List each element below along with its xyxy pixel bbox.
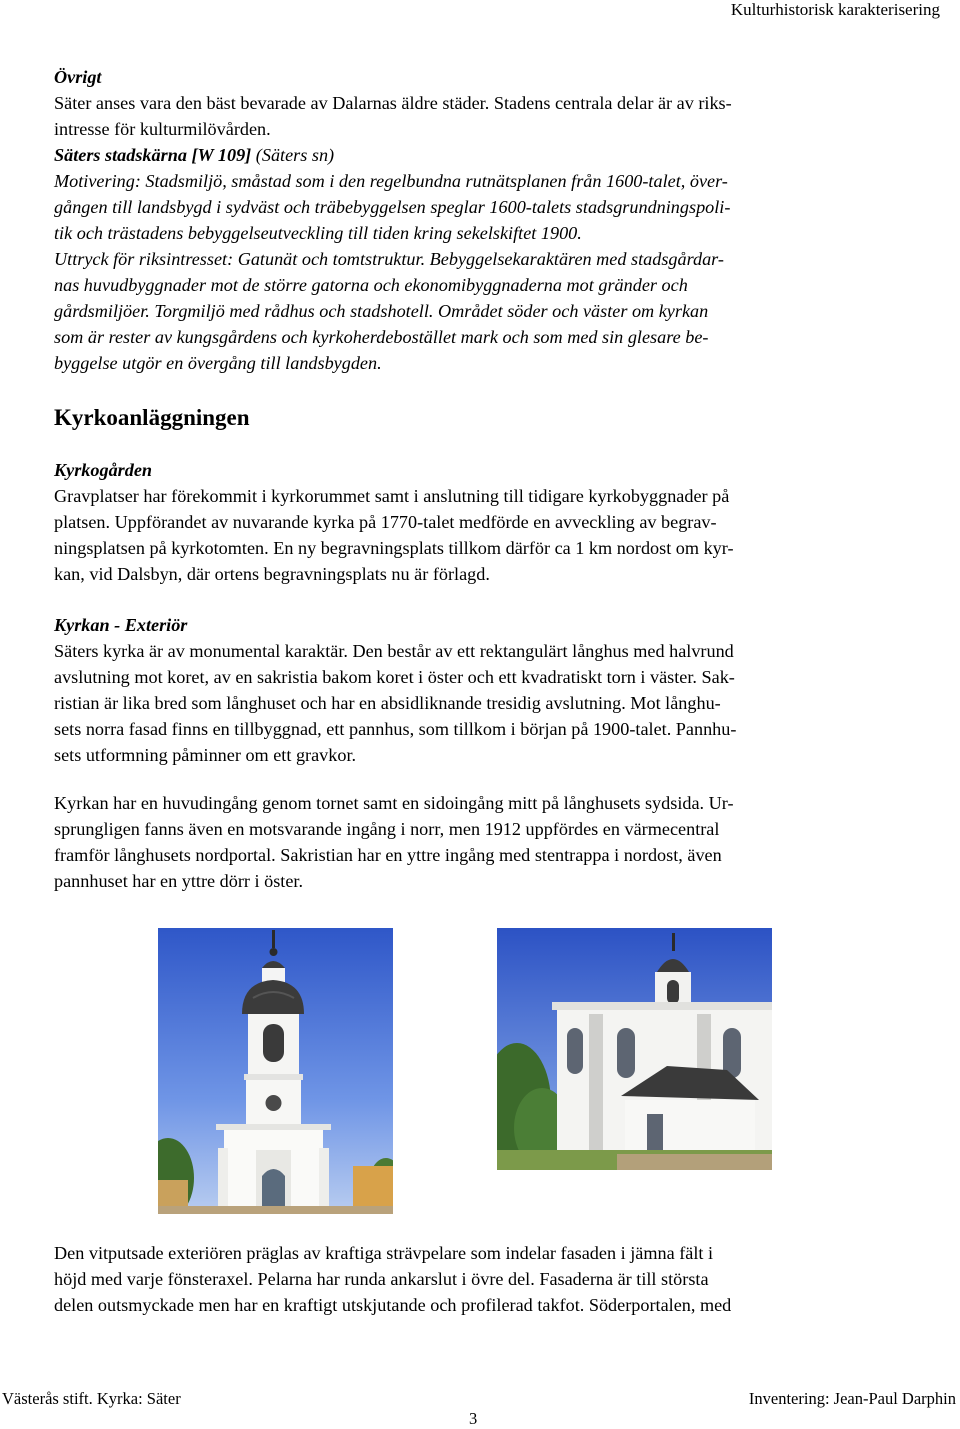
- sub-heading-kyrkogarden: Kyrkogården: [54, 460, 153, 480]
- uttryck-line: som är rester av kungsgårdens och kyrkoherdebostället mark och som med sin glesare be-: [54, 327, 709, 347]
- section-ovrigt: [54, 64, 890, 376]
- sub-heading-exterior: Kyrkan - Exteriör: [54, 615, 188, 635]
- text-line: sprungligen fanns även en motsvarande ingång i norr, men 1912 uppfördes en värmecentral: [54, 819, 720, 839]
- paragraph-facade: [54, 1240, 890, 1318]
- footer-left: Västerås stift. Kyrka: Säter: [2, 1389, 181, 1408]
- text-line: delen outsmyckade men har en kraftigt utskjutande och profilerad takfot. Söderportalen, med: [54, 1295, 732, 1315]
- text-line: Gravplatser har förekommit i kyrkorummet samt i anslutning till tidigare kyrkobyggnader på: [54, 486, 730, 506]
- text-line: avslutning mot koret, av en sakristia bakom koret i öster och ett kvadratiskt torn i väster. Sak-: [54, 667, 735, 687]
- section-kyrkoanlaggningen: [54, 403, 890, 433]
- text-line: sets norra fasad finns en tillbyggnad, ett pannhus, som tillkom i början på 1900-talet. Pannhu-: [54, 719, 737, 739]
- text-line: intresse för kulturmilövården.: [54, 119, 271, 139]
- text-line: ristian är lika bred som långhuset och har en absidliknande tresidig avslutning. Mot långhu-: [54, 693, 721, 713]
- uttryck-line: nas huvudbyggnader mot de större gatorna och ekonomibyggnaderna mot gränder och: [54, 275, 688, 295]
- text-line: Den vitputsade exteriören präglas av kraftiga strävpelare som indelar fasaden i jämna fält i: [54, 1243, 714, 1263]
- paragraph-entrances: [54, 790, 890, 894]
- uttryck-line: Uttryck för riksintresset: Gatunät och tomtstruktur. Bebyggelsekaraktären med stadsgårdar-: [54, 249, 724, 269]
- page-heading: Kyrkoanläggningen: [54, 405, 250, 430]
- text-line: pannhuset har en yttre dörr i öster.: [54, 871, 303, 891]
- church-side-photo: [497, 928, 772, 1170]
- text-line: framför långhusets nordportal. Sakristian har en yttre ingång med stentrappa i nordost, även: [54, 845, 722, 865]
- text-line: kan, vid Dalsbyn, där ortens begravningsplats nu är förlagd.: [54, 564, 490, 584]
- church-tower-photo: [158, 928, 393, 1214]
- text-line: sets utformning påminner om ett gravkor.: [54, 745, 357, 765]
- page-number: 3: [469, 1409, 478, 1428]
- text-line: platsen. Uppförandet av nuvarande kyrka på 1770-talet medförde en avveckling av begrav-: [54, 512, 717, 532]
- uttryck-line: gårdsmiljöer. Torgmiljö med rådhus och stadshotell. Området söder och väster om kyrkan: [54, 301, 709, 321]
- motivering-line: Motivering: Stadsmiljö, småstad som i den regelbundna rutnätsplanen från 1600-talet, över-: [54, 171, 728, 191]
- text-line: Kyrkan har en huvudingång genom tornet samt en sidoingång mitt på långhusets sydsida. Ur-: [54, 793, 734, 813]
- riksintresse-title-rest: (Säters sn): [251, 145, 335, 165]
- text-line: Säter anses vara den bäst bevarade av Dalarnas äldre städer. Stadens centrala delar är av riks-: [54, 93, 732, 113]
- section-kyrkogarden: [54, 457, 890, 587]
- text-line: höjd med varje fönsteraxel. Pelarna har runda ankarslut i övre del. Fasaderna är till största: [54, 1269, 709, 1289]
- text-line: ningsplatsen på kyrkotomten. En ny begravningsplats tillkom därför ca 1 km nordost om kyr-: [54, 538, 734, 558]
- text-line: Säters kyrka är av monumental karaktär. Den består av ett rektangulärt långhus med halvrund: [54, 641, 734, 661]
- motivering-line: gången till landsbygd i sydväst och träbebyggelsen speglar 1600-talets stadsgrundningspoli-: [54, 197, 731, 217]
- uttryck-line: byggelse utgör en övergång till landsbygden.: [54, 353, 382, 373]
- riksintresse-title-bold: Säters stadskärna [W 109]: [54, 145, 252, 165]
- riksintresse-title: [54, 142, 890, 168]
- running-header: Kulturhistorisk karakterisering: [730, 0, 940, 19]
- section-exterior: [54, 612, 890, 768]
- section-heading-ovrigt: Övrigt: [54, 67, 102, 87]
- motivering-line: tik och trästadens bebyggelseutveckling till tiden kring sekelskiftet 1900.: [54, 223, 582, 243]
- footer-right: Inventering: Jean-Paul Darphin: [748, 1389, 956, 1408]
